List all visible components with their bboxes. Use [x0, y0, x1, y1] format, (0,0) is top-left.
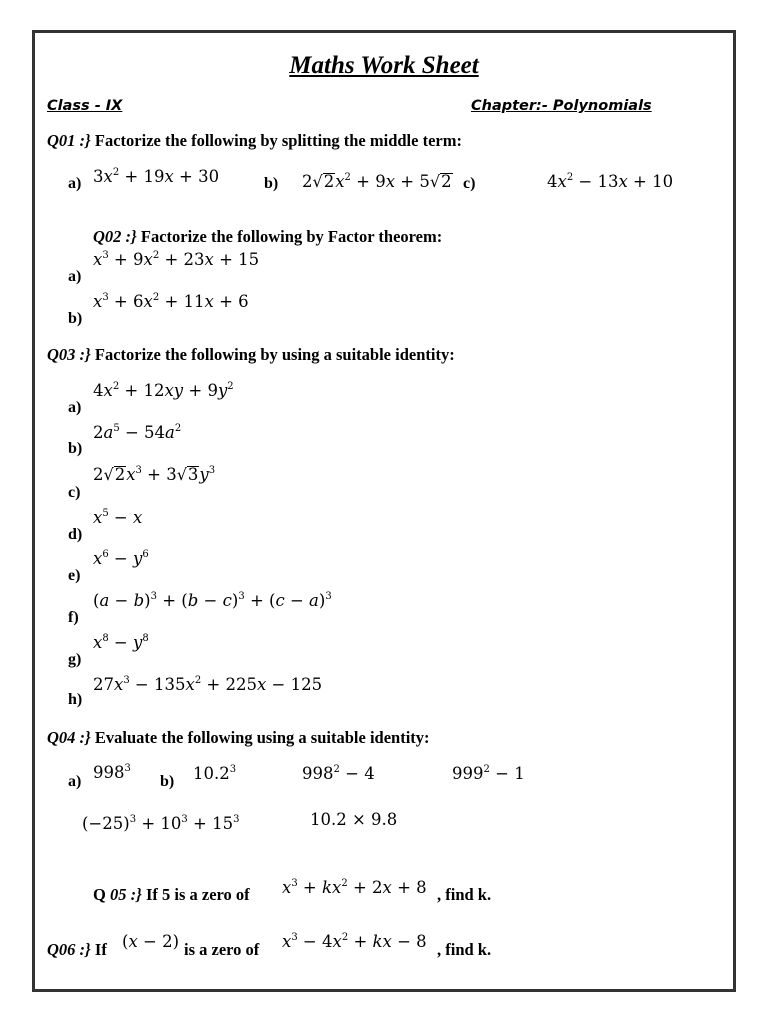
q02-heading	[93, 227, 442, 247]
q03-e-label: e)	[68, 567, 81, 584]
q06-text-middle: is a zero of	[184, 940, 260, 959]
q03-f-expr: $(a - b)^3 + (b - c)^3 + (c - a)^3$	[93, 591, 332, 610]
q03-text: Factorize the following by using a suitable identity:	[90, 345, 455, 364]
q04-text: Evaluate the following using a suitable identity:	[90, 728, 430, 747]
q06-number: Q06 :}	[47, 940, 91, 959]
q05-heading	[93, 885, 250, 905]
q02-a-expr: $x^3 + 9x^2 + 23x + 15$	[93, 250, 260, 269]
q05-prefix: Q	[93, 885, 110, 904]
q04-a-expr: $998^3$	[93, 763, 131, 782]
q06-heading	[47, 940, 107, 960]
q03-a-label: a)	[68, 399, 82, 416]
q03-a-expr: $4x^2 + 12xy + 9y^2$	[93, 381, 234, 400]
q03-b-expr: $2a^5 - 54a^2$	[93, 423, 182, 442]
q03-heading	[47, 345, 455, 365]
q03-g-label: g)	[68, 651, 82, 668]
q04-d-expr: $999^2 - 1$	[452, 764, 525, 783]
q06-zero-expr: (x − 2)	[122, 932, 179, 951]
q01-b-expr: $2√2x^2 + 9x + 5√2$	[302, 172, 452, 191]
q03-h-label: h)	[68, 691, 83, 708]
q01-c-label: c)	[463, 175, 476, 192]
q04-a-label: a)	[68, 773, 82, 790]
q03-h-expr: $27x^3 - 135x^2 + 225x - 125$	[93, 675, 323, 694]
q03-c-label: c)	[68, 484, 81, 501]
chapter-label: Chapter:- Polynomials	[471, 98, 652, 114]
q06-text-before: If	[90, 940, 107, 959]
q03-d-label: d)	[68, 526, 83, 543]
q02-text: Factorize the following by Factor theorem:	[136, 227, 443, 246]
q04-c-expr: $998^2 - 4$	[302, 764, 375, 783]
q05-text-after: , find k.	[437, 885, 492, 904]
q03-f-label: f)	[68, 609, 79, 626]
q05-number: 05 :}	[109, 885, 142, 904]
q01-c-expr: $4x^2 - 13x + 10$	[547, 172, 674, 191]
q01-a-label: a)	[68, 175, 82, 192]
q04-f-expr: 10.2 × 9.8	[310, 810, 398, 829]
q04-b-label: b)	[160, 773, 175, 790]
q05-expr: $x^3 + kx^2 + 2x + 8$	[282, 878, 427, 897]
q06-expr: $x^3 - 4x^2$ + kx − 8	[282, 932, 427, 951]
q06-text-after: , find k.	[437, 940, 492, 959]
q01-number: Q01 :}	[47, 131, 91, 150]
q03-e-expr: $x^6 - y^6$	[93, 549, 149, 568]
q01-heading	[47, 131, 462, 151]
worksheet-title: Maths Work Sheet	[289, 52, 479, 79]
q01-text: Factorize the following by splitting the middle term:	[90, 131, 462, 150]
q03-b-label: b)	[68, 440, 83, 457]
q02-b-expr: $x^3 + 6x^2 + 11x + 6$	[93, 292, 249, 311]
q04-e-expr: $(-25)^3 + 10^3 + 15^3$	[82, 814, 240, 833]
q02-b-label: b)	[68, 310, 83, 327]
q04-b-expr: 10.2$^3$	[193, 764, 237, 783]
q03-c-expr: $2√2x^3 + 3√3y^3$	[93, 465, 216, 484]
q02-a-label: a)	[68, 268, 82, 285]
q03-d-expr: $x^5 - x$	[93, 508, 143, 527]
q05-text-before: If 5 is a zero of	[141, 885, 250, 904]
q04-heading	[47, 728, 430, 748]
q04-number: Q04 :}	[47, 728, 91, 747]
q03-number: Q03 :}	[47, 345, 91, 364]
class-label: Class - IX	[47, 98, 123, 114]
q02-number: Q02 :}	[93, 227, 137, 246]
q03-g-expr: $x^8 - y^8$	[93, 633, 149, 652]
q01-b-label: b)	[264, 175, 279, 192]
q01-a-expr: $3x^2 + 19x + 30$	[93, 167, 220, 186]
